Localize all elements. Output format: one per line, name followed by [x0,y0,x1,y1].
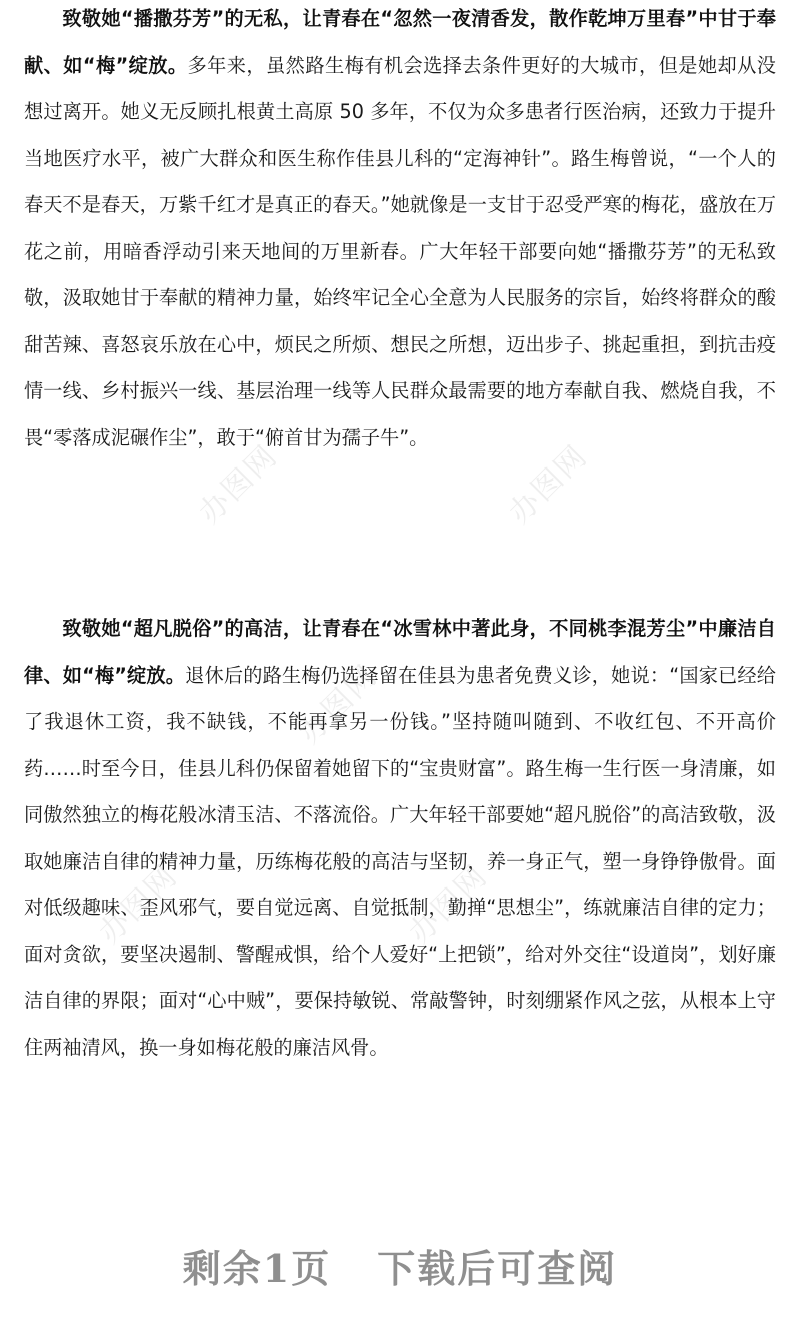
paragraph-1-lead: 致敬她“播撒芬芳”的无私，让青春在“忽然一夜清香发，散作乾坤万里春”中甘于奉献、如“梅”绽放。 [24,7,776,77]
paragraph-1-body: 多年来，虽然路生梅有机会选择去条件更好的大城市，但是她却从没想过离开。她义无反顾扎根黄土高原 50 多年，不仅为众多患者行医治病，还致力于提升当地医疗水平，被广大群众和医生称作佳县儿科的“定海神针”。路生梅曾说，“一个人的春天不是春天，万紫千红才是真正的春天。”她就像是一支甘于忍受严寒的梅花，盛放在万花之前，用暗香浮动引来天地间的万里新春。广大年轻干部要向她“播撒芬芳”的无私致敬，汲取她甘于奉献的精神力量，始终牢记全心全意为人民服务的宗旨，始终将群众的酸甜苦辣、喜怒哀乐放在心中，烦民之所烦、想民之所想，迈出步子、挑起重担，到抗击疫情一线、乡村振兴一线、基层治理一线等人民群众最需要的地方奉献自我、燃烧自我，不畏“零落成泥碾作尘”，敢于“俯首甘为孺子牛”。 [24,53,776,449]
watermark: 办图网 [292,658,385,751]
watermark: 办图网 [92,858,185,951]
watermark: 办图网 [402,858,495,951]
paragraph-1 [24,0,776,461]
download-to-view-label[interactable]: 下载后可查阅 [377,1246,618,1291]
paragraph-2 [24,606,776,1071]
paragraph-2-body: 退休后的路生梅仍选择留在佳县为患者免费义诊，她说：“国家已经给了我退休工资，我不缺钱，不能再拿另一份钱。”坚持随叫随到、不收红包、不开高价药……时至今日，佳县儿科仍保留着她留下的“宝贵财富”。路生梅一生行医一身清廉，如同傲然独立的梅花般冰清玉洁、不落流俗。广大年轻干部要她“超凡脱俗”的高洁致敬，汲取她廉洁自律的精神力量，历练梅花般的高洁与坚韧，养一身正气，塑一身铮铮傲骨。面对低级趣味、歪风邪气，要自觉远离、自觉抵制，勤掸“思想尘”，练就廉洁自律的定力；面对贪欲，要坚决遏制、警醒戒惧，给个人爱好“上把锁”，给对外交往“设道岗”，划好廉洁自律的界限；面对“心中贼”，要保持敏锐、常敲警钟，时刻绷紧作风之弦，从根本上守住两袖清风，换一身如梅花般的廉洁风骨。 [24,663,776,1059]
watermark: 办图网 [192,438,285,531]
watermark: 办图网 [502,438,595,531]
paragraph-2-lead: 致敬她“超凡脱俗”的高洁，让青春在“冰雪林中著此身，不同桃李混芳尘”中廉洁自律、如“梅”绽放。 [24,617,776,687]
remaining-pages-label[interactable]: 剩余1页 [182,1246,332,1291]
download-prompt[interactable] [0,1238,800,1293]
